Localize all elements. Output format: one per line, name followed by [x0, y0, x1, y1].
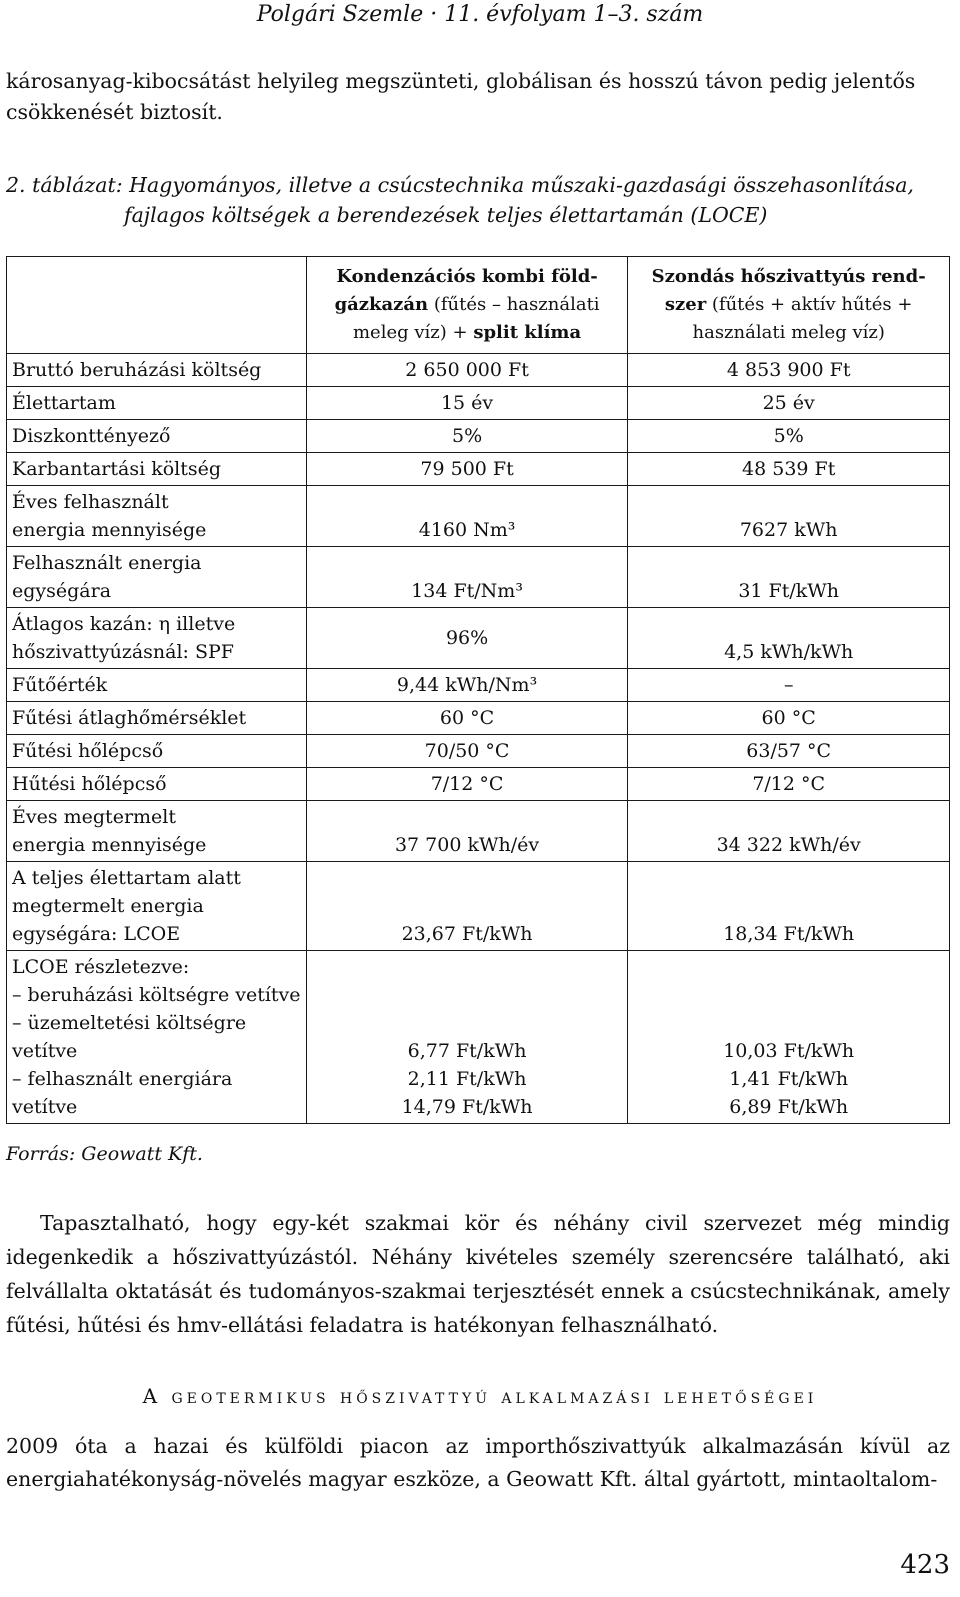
header-col2-normal: (fűtés + aktív hűtés + használati meleg víz)	[692, 294, 913, 343]
row-value-line: 14,79 Ft/kWh	[401, 1096, 533, 1118]
table-header-row	[7, 257, 950, 354]
table-row	[7, 801, 950, 862]
row-value-col2: 48 539 Ft	[628, 453, 950, 486]
paragraph-section: 2009 óta a hazai és külföldi piacon az importhőszivattyúk alkalmazásán kívül az energiahatékonyság-növelés magyar eszköze, a Geowatt Kft. által gyártott, mintaoltalom-	[6, 1434, 950, 1491]
row-value-col1: 79 500 Ft	[306, 453, 628, 486]
row-value-col1: 70/50 °C	[306, 735, 628, 768]
header-col2-bold: Szondás hőszivattyús rend-szer	[651, 266, 926, 315]
row-label	[7, 801, 307, 862]
row-value-line: 6,89 Ft/kWh	[729, 1096, 849, 1118]
row-label-line: energia mennyisége	[12, 834, 207, 856]
row-value-col2: 7/12 °C	[628, 768, 950, 801]
row-value-col1: 96%	[306, 608, 628, 669]
row-value-col1: 15 év	[306, 387, 628, 420]
row-label-line: – üzemeltetési költségre vetítve	[12, 1012, 247, 1062]
header-col1-normal: (fűtés – használati meleg víz) +	[352, 294, 600, 343]
header-col-heatpump	[628, 257, 950, 354]
row-value-col2: 25 év	[628, 387, 950, 420]
row-label-line: Felhasznált energia	[12, 552, 202, 574]
paragraph-body	[6, 1206, 950, 1342]
row-value-col2: 63/57 °C	[628, 735, 950, 768]
row-label	[7, 547, 307, 608]
row-label-line: – beruházási költségre vetítve	[12, 984, 301, 1006]
row-label: Fűtési hőlépcső	[7, 735, 307, 768]
row-value-col1	[306, 951, 628, 1124]
row-value-col2: 34 322 kWh/év	[628, 801, 950, 862]
row-value-line: 10,03 Ft/kWh	[723, 1040, 855, 1062]
row-value-col2: 18,34 Ft/kWh	[628, 862, 950, 951]
row-label	[7, 486, 307, 547]
row-label	[7, 951, 307, 1124]
section-heading: A geotermikus hőszivattyú alkalmazási lehetőségei	[142, 1384, 818, 1408]
table-row	[7, 735, 950, 768]
row-value-col1: 5%	[306, 420, 628, 453]
header-empty	[7, 257, 307, 354]
row-value-col2: 60 °C	[628, 702, 950, 735]
table-row	[7, 354, 950, 387]
table-row	[7, 768, 950, 801]
row-value-col2	[628, 951, 950, 1124]
row-label: Diszkonttényező	[7, 420, 307, 453]
row-label	[7, 862, 307, 951]
row-value-col1: 37 700 kWh/év	[306, 801, 628, 862]
row-label-line: A teljes élettartam alatt	[12, 867, 241, 889]
paragraph-intro: károsanyag-kibocsátást helyileg megszünteti, globálisan és hosszú távon pedig jelentős csökkenését biztosít.	[6, 69, 916, 124]
row-label	[7, 608, 307, 669]
header-col-conventional	[306, 257, 628, 354]
row-value-col2: 31 Ft/kWh	[628, 547, 950, 608]
table-row	[7, 420, 950, 453]
row-value-col1: 7/12 °C	[306, 768, 628, 801]
row-label-line: Éves megtermelt	[12, 806, 176, 828]
table-row-lcoe	[7, 862, 950, 951]
row-label: Bruttó beruházási költség	[7, 354, 307, 387]
table-source: Forrás: Geowatt Kft.	[6, 1143, 203, 1165]
row-value-col1: 4160 Nm³	[306, 486, 628, 547]
table-row	[7, 702, 950, 735]
row-label-line: LCOE részletezve:	[12, 956, 190, 978]
row-label-line: hőszivattyúzásnál: SPF	[12, 641, 234, 663]
running-head: Polgári Szemle · 11. évfolyam 1–3. szám	[256, 2, 704, 27]
row-value-col2: 5%	[628, 420, 950, 453]
row-value-col1: 60 °C	[306, 702, 628, 735]
row-value-col2: 4,5 kWh/kWh	[628, 608, 950, 669]
row-value-col1: 23,67 Ft/kWh	[306, 862, 628, 951]
row-label-line: energia mennyisége	[12, 519, 207, 541]
table-row	[7, 669, 950, 702]
row-value-col2: 7627 kWh	[628, 486, 950, 547]
row-value-line: 1,41 Ft/kWh	[729, 1068, 849, 1090]
page-number: 423	[900, 1550, 950, 1580]
table-row	[7, 486, 950, 547]
row-label: Hűtési hőlépcső	[7, 768, 307, 801]
row-label-line: – felhasznált energiára vetítve	[12, 1068, 233, 1118]
row-value-col1: 9,44 kWh/Nm³	[306, 669, 628, 702]
header-col1-bold2: split klíma	[473, 322, 582, 343]
row-label-line: egységára	[12, 580, 112, 602]
caption-line-2: fajlagos költségek a berendezések teljes élettartamán (LOCE)	[124, 203, 768, 227]
row-value-col1: 2 650 000 Ft	[306, 354, 628, 387]
table-row-lcoe-detail	[7, 951, 950, 1124]
row-label: Élettartam	[7, 387, 307, 420]
row-label: Fűtési átlaghőmérséklet	[7, 702, 307, 735]
row-label: Fűtőérték	[7, 669, 307, 702]
table-row	[7, 453, 950, 486]
row-label-line: megtermelt energia	[12, 895, 204, 917]
row-value-line: 6,77 Ft/kWh	[407, 1040, 527, 1062]
table-row	[7, 387, 950, 420]
table-row	[7, 608, 950, 669]
row-label-line: Átlagos kazán: η illetve	[12, 613, 236, 635]
row-value-col1: 134 Ft/Nm³	[306, 547, 628, 608]
table-row	[7, 547, 950, 608]
row-value-col2: –	[628, 669, 950, 702]
row-value-line: 2,11 Ft/kWh	[407, 1068, 527, 1090]
header-col1-bold: Kondenzációs kombi föld-gázkazán	[334, 266, 598, 315]
paragraph-body-text: Tapasztalható, hogy egy-két szakmai kör és néhány civil szervezet még mindig idegenkedik a hőszivattyúzástól. Néhány kivételes személy szerencsére található, aki felvállalta oktatását és tudományos-szakmai terjesztését ennek a csúcstechnikának, amely fűtési, hűtési és hmv-ellátási feladatra is hatékonyan felhasználható.	[6, 1211, 950, 1337]
row-label: Karbantartási költség	[7, 453, 307, 486]
comparison-table	[6, 256, 950, 1124]
row-value-col2: 4 853 900 Ft	[628, 354, 950, 387]
table-caption	[6, 170, 950, 230]
row-label-line: egységára: LCOE	[12, 923, 181, 945]
caption-line-1: 2. táblázat: Hagyományos, illetve a csúcstechnika műszaki-gazdasági összehasonlítása,	[6, 173, 914, 197]
row-label-line: Éves felhasznált	[12, 491, 169, 513]
